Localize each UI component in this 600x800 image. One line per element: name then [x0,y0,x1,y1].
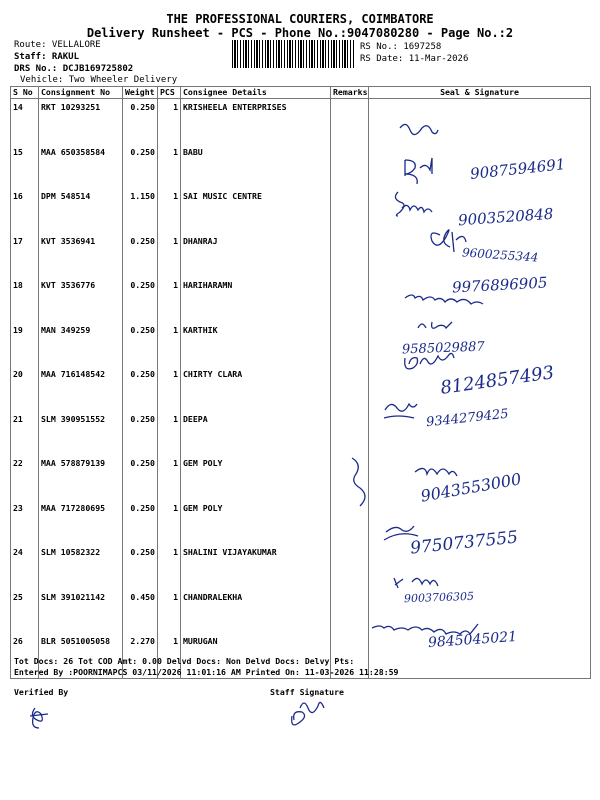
sno-cell: 16 [11,188,39,233]
consignee-cell: DEEPA [181,411,331,456]
sno-cell: 21 [11,411,39,456]
handwritten-phone: 9600255344 [461,245,539,265]
pcs-cell: 1 [158,233,181,278]
pcs-cell: 1 [158,366,181,411]
consignee-cell: KRISHEELA ENTERPRISES [181,99,331,144]
consignment-cell: KVT 3536776 [39,277,123,322]
weight-cell: 0.250 [123,99,158,144]
weight-cell: 0.250 [123,544,158,589]
consignment-cell: MAA 650358584 [39,144,123,189]
col-sno: S No [11,87,39,99]
sno-cell: 20 [11,366,39,411]
consignee-cell: BABU [181,144,331,189]
consignment-cell: MAA 717280695 [39,500,123,545]
rs-date: RS Date: 11-Mar-2026 [360,54,469,64]
weight-cell: 0.250 [123,500,158,545]
sno-cell: 19 [11,322,39,367]
consignee-cell: MURUGAN [181,633,331,678]
col-consignee: Consignee Details [181,87,331,99]
pcs-cell: 1 [158,277,181,322]
consignment-cell: KVT 3536941 [39,233,123,278]
route-label: Route: VELLALORE [14,40,101,50]
sno-cell: 15 [11,144,39,189]
consignee-cell: GEM POLY [181,500,331,545]
col-signature: Seal & Signature [369,87,591,99]
consignee-cell: KARTHIK [181,322,331,367]
weight-cell: 0.250 [123,455,158,500]
weight-cell: 0.250 [123,277,158,322]
consignment-cell: BLR 5051005058 [39,633,123,678]
weight-cell: 1.150 [123,188,158,233]
sno-cell: 17 [11,233,39,278]
company-title: THE PROFESSIONAL COURIERS, COIMBATORE [166,12,434,26]
consignee-cell: CHANDRALEKHA [181,589,331,634]
handwritten-phone: 9976896905 [451,273,548,297]
pcs-cell: 1 [158,322,181,367]
consignment-cell: MAA 578879139 [39,455,123,500]
weight-cell: 0.250 [123,322,158,367]
weight-cell: 2.270 [123,633,158,678]
consignment-cell: MAN 349259 [39,322,123,367]
handwritten-phone: 9087594691 [469,155,567,183]
sno-cell: 25 [11,589,39,634]
sno-cell: 18 [11,277,39,322]
consignment-cell: RKT 10293251 [39,99,123,144]
col-remarks: Remarks [331,87,369,99]
consignee-cell: HARIHARAMN [181,277,331,322]
pcs-cell: 1 [158,99,181,144]
col-weight: Weight [123,87,158,99]
handwritten-phone: 9043553000 [419,469,523,506]
pcs-cell: 1 [158,633,181,678]
pcs-cell: 1 [158,544,181,589]
consignee-cell: GEM POLY [181,455,331,500]
col-pcs: PCS [158,87,181,99]
handwritten-phone: 9845045021 [427,628,518,652]
sno-cell: 23 [11,500,39,545]
pcs-cell: 1 [158,411,181,456]
consignment-cell: DPM 548514 [39,188,123,233]
weight-cell: 0.250 [123,366,158,411]
staff-signature-label: Staff Signature [270,687,344,697]
consignment-cell: MAA 716148542 [39,366,123,411]
vehicle-label: Vehicle: Two Wheeler Delivery [20,75,178,85]
consignee-cell: SHALINI VIJAYAKUMAR [181,544,331,589]
consignment-cell: SLM 391021142 [39,589,123,634]
pcs-cell: 1 [158,144,181,189]
sno-cell: 14 [11,99,39,144]
verified-by-label: Verified By [14,687,69,697]
consignee-cell: DHANRAJ [181,233,331,278]
handwritten-phone: 9750737555 [409,527,519,559]
runsheet-subtitle: Delivery Runsheet - PCS - Phone No.:9047080280 - Page No.:2 [86,26,514,40]
weight-cell: 0.250 [123,411,158,456]
consignment-cell: SLM 390951552 [39,411,123,456]
totals-line: Tot Docs: 26 Tot COD Amt: 0.00 Delvd Docs: Non Delvd Docs: Delvy Pts: [14,656,355,666]
pcs-cell: 1 [158,188,181,233]
pcs-cell: 1 [158,589,181,634]
entered-by-line: Entered By :POORNIMAPCS 03/11/2026 11:01:16 AM Printed On: 11-03-2026 11:28:59 [14,667,399,677]
weight-cell: 0.450 [123,589,158,634]
sno-cell: 26 [11,633,39,678]
consignee-cell: SAI MUSIC CENTRE [181,188,331,233]
handwritten-phone: 9585029887 [401,339,485,358]
col-consignment: Consignment No [39,87,123,99]
drs-number: DRS No.: DCJB169725802 [14,64,134,74]
consignment-cell: SLM 10582322 [39,544,123,589]
weight-cell: 0.250 [123,144,158,189]
handwritten-phone: 9003520848 [457,204,554,230]
sno-cell: 22 [11,455,39,500]
consignee-cell: CHIRTY CLARA [181,366,331,411]
rs-number: RS No.: 1697258 [360,42,442,52]
handwritten-phone: 9344279425 [425,406,510,431]
pcs-cell: 1 [158,455,181,500]
staff-label: Staff: RAKUL [14,52,80,62]
handwritten-phone: 9003706305 [403,589,475,606]
pcs-cell: 1 [158,500,181,545]
handwritten-phone: 8124857493 [439,362,556,399]
sno-cell: 24 [11,544,39,589]
weight-cell: 0.250 [123,233,158,278]
